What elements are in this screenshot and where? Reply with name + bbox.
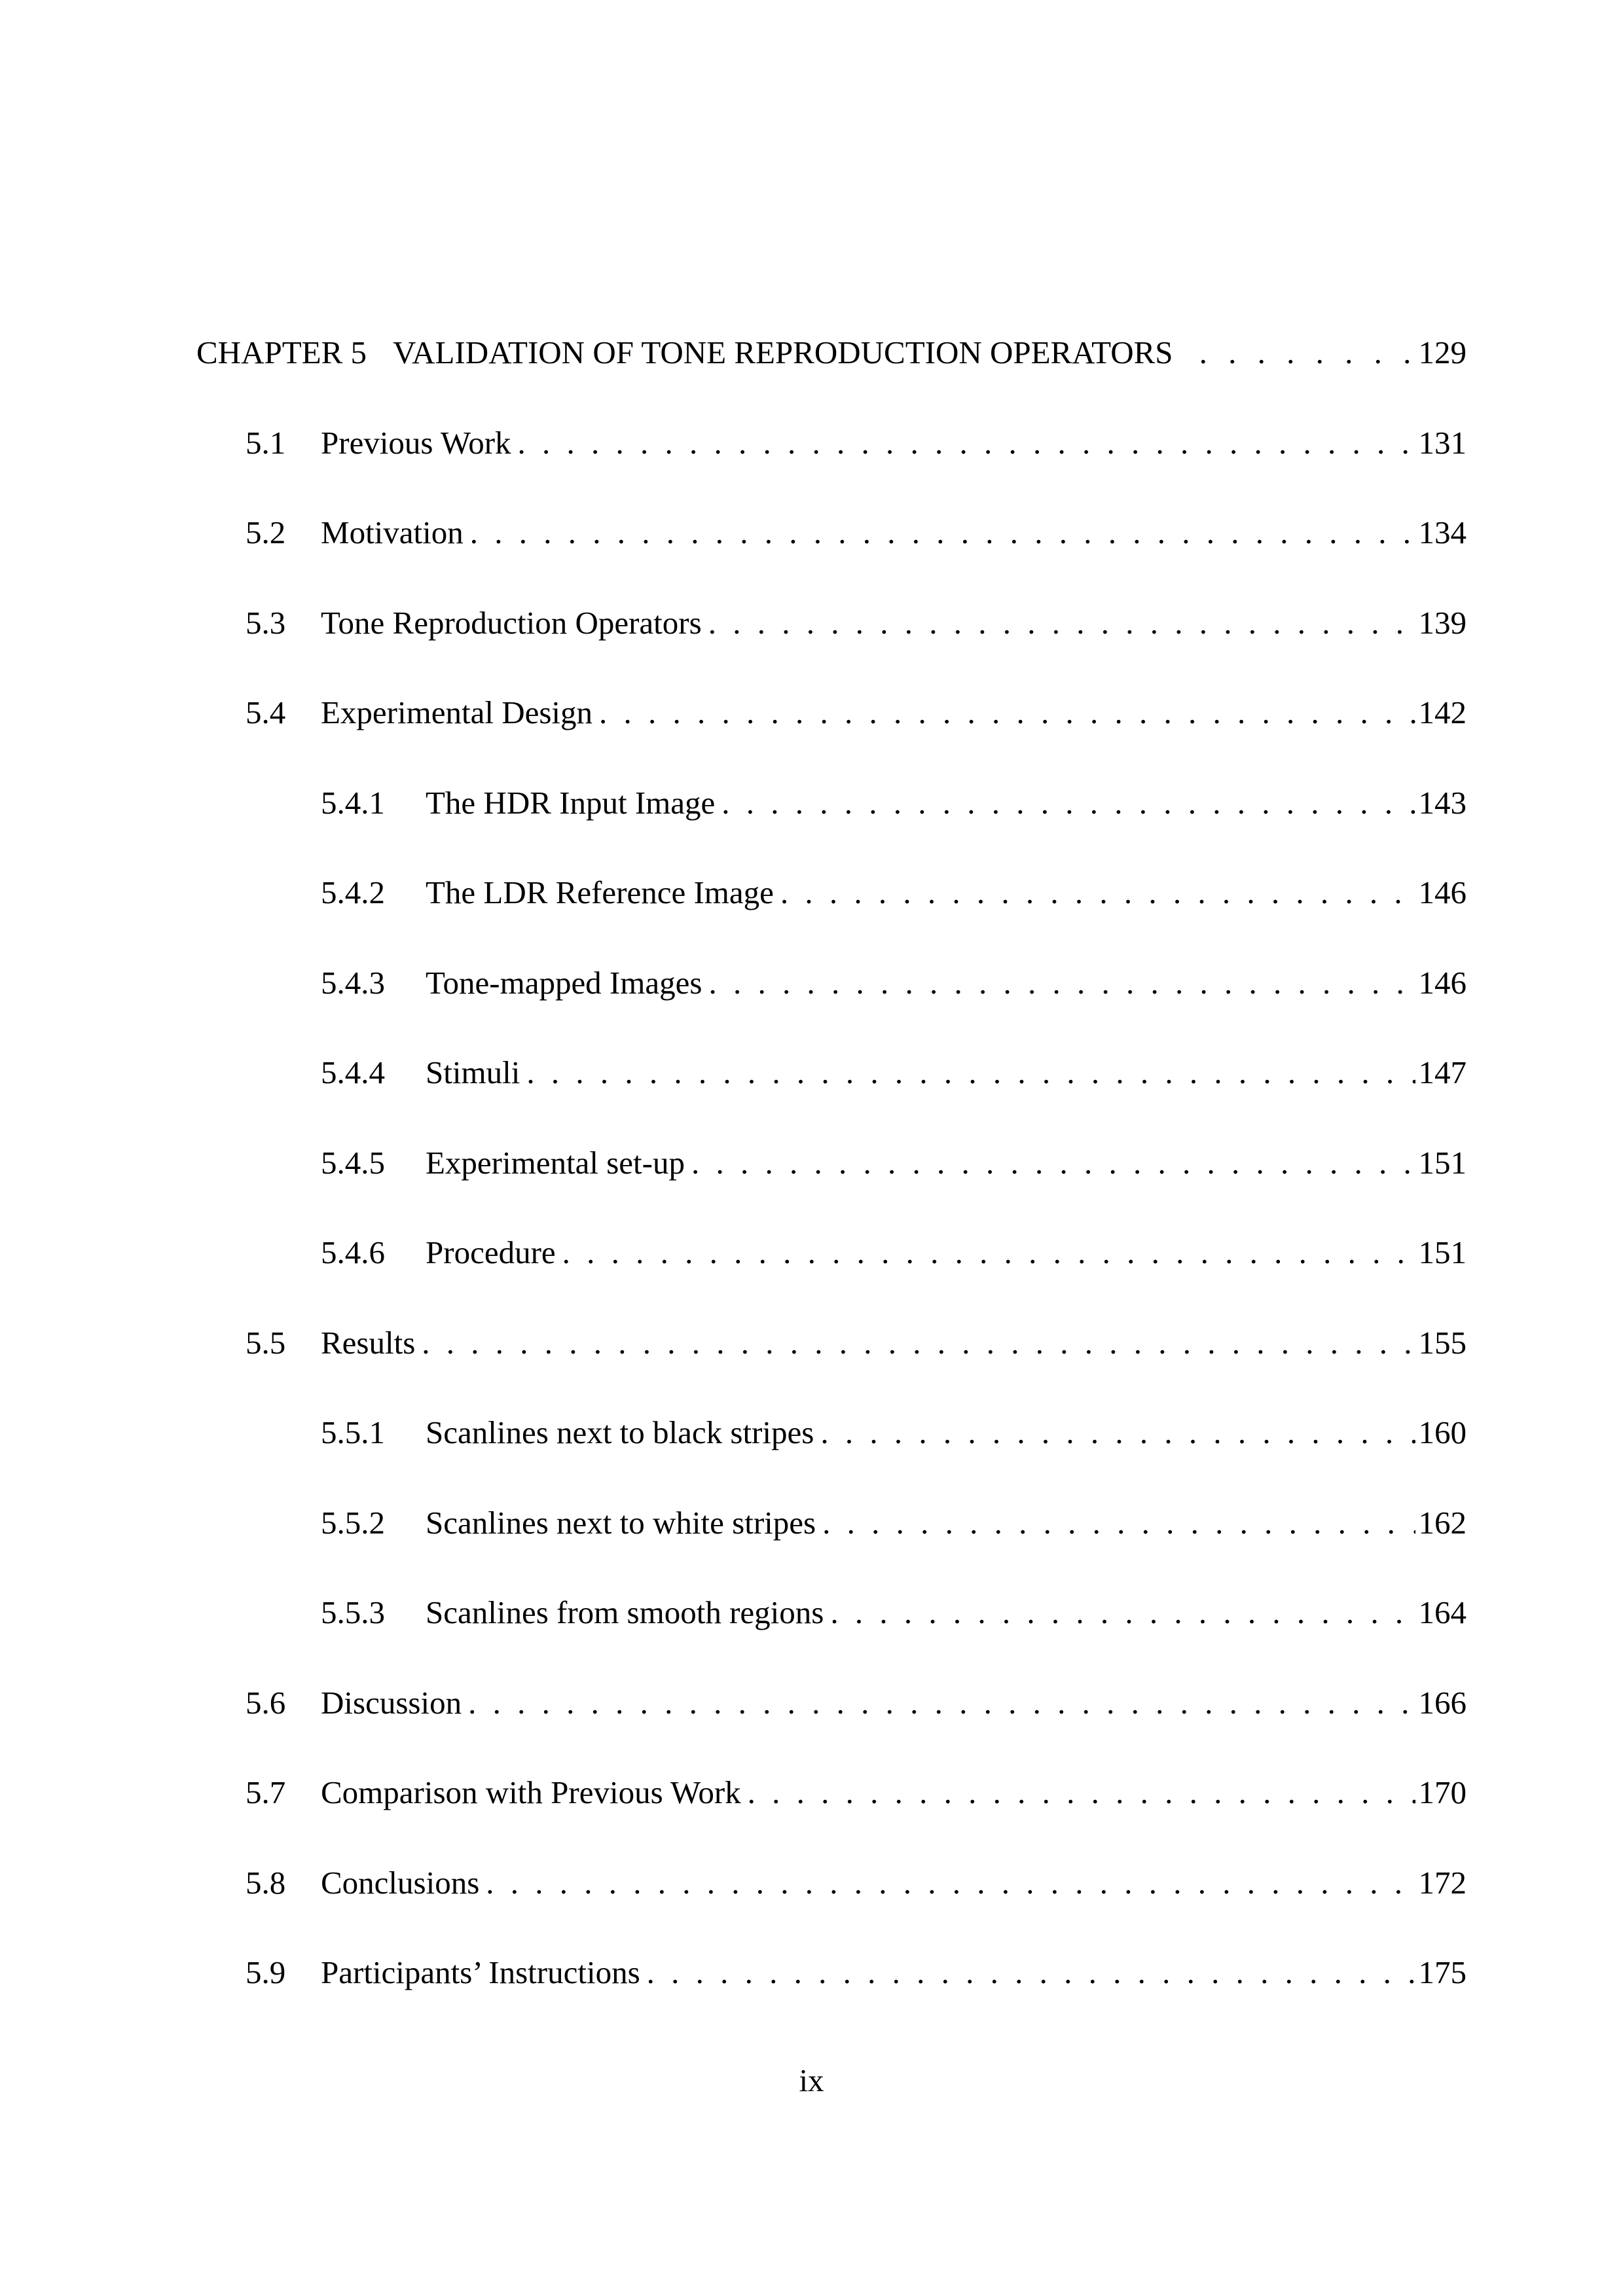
entry-number: 5.4.2 bbox=[321, 874, 385, 911]
entry-title: Motivation bbox=[321, 514, 464, 551]
toc-entry[interactable] bbox=[196, 1478, 1467, 1568]
entry-page-number: 175 bbox=[1418, 1954, 1467, 1991]
chapter-number: CHAPTER 5 bbox=[196, 334, 367, 371]
entry-title: Experimental Design bbox=[321, 694, 593, 731]
toc-entry[interactable] bbox=[196, 938, 1467, 1028]
dot-leader bbox=[518, 424, 1415, 461]
toc-entry[interactable] bbox=[196, 578, 1467, 668]
entry-title: Procedure bbox=[426, 1234, 556, 1271]
entry-page-number: 142 bbox=[1418, 694, 1467, 731]
toc-entry[interactable] bbox=[196, 1838, 1467, 1928]
entry-title: Experimental set-up bbox=[426, 1144, 685, 1181]
entry-page-number: 151 bbox=[1418, 1144, 1467, 1181]
entry-number: 5.2 bbox=[246, 514, 286, 551]
entry-title: Scanlines next to white stripes bbox=[426, 1504, 816, 1541]
entry-number: 5.5.1 bbox=[321, 1414, 385, 1451]
entry-title: Scanlines from smooth regions bbox=[426, 1594, 824, 1631]
dot-leader bbox=[748, 1774, 1415, 1811]
dot-leader bbox=[721, 784, 1415, 821]
toc-entry[interactable] bbox=[196, 398, 1467, 488]
entry-title: The HDR Input Image bbox=[426, 784, 716, 821]
entry-number: 5.4.5 bbox=[321, 1144, 385, 1181]
toc-entry[interactable] bbox=[196, 1028, 1467, 1118]
entry-number: 5.5.3 bbox=[321, 1594, 385, 1631]
toc-entry[interactable] bbox=[196, 1928, 1467, 2018]
dot-leader bbox=[822, 1504, 1415, 1541]
entry-title: Previous Work bbox=[321, 424, 511, 461]
entry-number: 5.6 bbox=[246, 1684, 286, 1721]
entry-title: The LDR Reference Image bbox=[426, 874, 774, 911]
entry-page-number: 151 bbox=[1418, 1234, 1467, 1271]
entry-number: 5.9 bbox=[246, 1954, 286, 1991]
toc-entry[interactable] bbox=[196, 758, 1467, 848]
entry-page-number: 143 bbox=[1418, 784, 1467, 821]
entry-title: Tone Reproduction Operators bbox=[321, 604, 702, 641]
chapter-title: VALIDATION OF TONE REPRODUCTION OPERATORS bbox=[393, 334, 1173, 371]
entry-page-number: 160 bbox=[1418, 1414, 1467, 1451]
toc-entry[interactable] bbox=[196, 1658, 1467, 1748]
entry-title: Results bbox=[321, 1324, 416, 1361]
entry-page-number: 166 bbox=[1418, 1684, 1467, 1721]
entry-title: Tone-mapped Images bbox=[426, 964, 702, 1001]
dot-leader bbox=[647, 1954, 1415, 1991]
dot-leader bbox=[1180, 334, 1415, 371]
toc-entry[interactable] bbox=[196, 488, 1467, 578]
entry-title: Conclusions bbox=[321, 1864, 480, 1901]
dot-leader bbox=[486, 1864, 1415, 1901]
dot-leader bbox=[820, 1414, 1415, 1451]
toc-entry[interactable] bbox=[196, 1388, 1467, 1478]
dot-leader bbox=[526, 1054, 1415, 1091]
entry-page-number: 164 bbox=[1418, 1594, 1467, 1631]
toc-entry[interactable] bbox=[196, 1298, 1467, 1388]
chapter-page-number: 129 bbox=[1418, 334, 1467, 371]
entry-page-number: 146 bbox=[1418, 874, 1467, 911]
entry-title: Discussion bbox=[321, 1684, 462, 1721]
dot-leader bbox=[830, 1594, 1415, 1631]
entry-number: 5.4.3 bbox=[321, 964, 385, 1001]
entry-title: Participants’ Instructions bbox=[321, 1954, 640, 1991]
dot-leader bbox=[708, 604, 1415, 641]
entry-page-number: 139 bbox=[1418, 604, 1467, 641]
toc-entry[interactable] bbox=[196, 848, 1467, 938]
dot-leader bbox=[422, 1324, 1415, 1361]
entry-page-number: 134 bbox=[1418, 514, 1467, 551]
toc-entry[interactable] bbox=[196, 1748, 1467, 1838]
entry-title: Stimuli bbox=[426, 1054, 520, 1091]
entry-number: 5.4.4 bbox=[321, 1054, 385, 1091]
toc-entry[interactable] bbox=[196, 1208, 1467, 1298]
dot-leader bbox=[691, 1144, 1415, 1181]
entry-title: Scanlines next to black stripes bbox=[426, 1414, 814, 1451]
entry-number: 5.7 bbox=[246, 1774, 286, 1811]
dot-leader bbox=[468, 1684, 1415, 1721]
entry-page-number: 155 bbox=[1418, 1324, 1467, 1361]
dot-leader bbox=[780, 874, 1415, 911]
entry-page-number: 170 bbox=[1418, 1774, 1467, 1811]
toc-chapter-entry[interactable] bbox=[196, 308, 1467, 398]
entry-number: 5.4.1 bbox=[321, 784, 385, 821]
entry-number: 5.4 bbox=[246, 694, 286, 731]
table-of-contents bbox=[196, 308, 1467, 2018]
entry-page-number: 147 bbox=[1418, 1054, 1467, 1091]
toc-entry[interactable] bbox=[196, 1568, 1467, 1658]
entry-page-number: 162 bbox=[1418, 1504, 1467, 1541]
entry-page-number: 131 bbox=[1418, 424, 1467, 461]
dot-leader bbox=[470, 514, 1415, 551]
entry-number: 5.5 bbox=[246, 1324, 286, 1361]
entry-page-number: 146 bbox=[1418, 964, 1467, 1001]
dot-leader bbox=[599, 694, 1415, 731]
entry-page-number: 172 bbox=[1418, 1864, 1467, 1901]
entry-number: 5.1 bbox=[246, 424, 286, 461]
entry-title: Comparison with Previous Work bbox=[321, 1774, 741, 1811]
dot-leader bbox=[562, 1234, 1415, 1271]
entry-number: 5.3 bbox=[246, 604, 286, 641]
entry-number: 5.4.6 bbox=[321, 1234, 385, 1271]
page-number-footer: ix bbox=[799, 2062, 824, 2098]
toc-entry[interactable] bbox=[196, 1118, 1467, 1208]
entry-number: 5.5.2 bbox=[321, 1504, 385, 1541]
toc-entry[interactable] bbox=[196, 668, 1467, 758]
dot-leader bbox=[708, 964, 1415, 1001]
entry-number: 5.8 bbox=[246, 1864, 286, 1901]
